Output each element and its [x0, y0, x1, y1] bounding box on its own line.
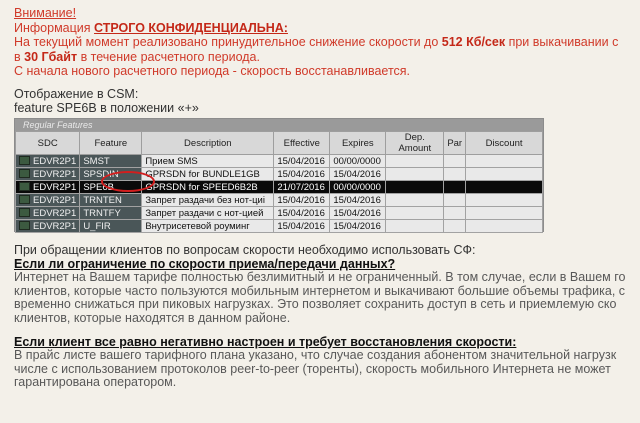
faq-answer-1-line: клиентов, которые находятся в данном районе.	[14, 310, 291, 325]
cell-par	[444, 194, 466, 207]
faq-answer-1-line: клиентов, которые часто пользуются мобильным интернетом и выкачивают большие объемы трафика, с	[14, 283, 626, 298]
cell-effective: 15/04/2016	[274, 220, 330, 233]
speed-limit-value: 512 Кб/сек	[441, 35, 506, 49]
csm-section	[14, 87, 199, 115]
faq-section	[14, 244, 638, 390]
cell-discount	[466, 194, 543, 207]
faq-question-2: Если клиент все равно негативно настроен и требует восстановления скорости:	[14, 334, 517, 349]
cell-discount	[466, 207, 543, 220]
cell-description: Запрет раздачи с нот-цией	[142, 207, 274, 220]
col-header-effective[interactable]: Effective	[274, 132, 330, 155]
faq-question-1: Если ли ограничение по скорости приема/передачи данных?	[14, 256, 396, 271]
cell-sdc: EDVR2P1	[16, 181, 80, 194]
cell-discount	[466, 181, 543, 194]
cell-effective: 15/04/2016	[274, 155, 330, 168]
warning-volume-line: в 30 Гбайт в течение расчетного периода.	[14, 49, 260, 64]
cell-par	[444, 168, 466, 181]
volume-limit-value: 30 Гбайт	[24, 49, 78, 64]
row-icon	[19, 169, 30, 178]
row-icon	[19, 182, 30, 191]
csm-title: Отображение в CSM:	[14, 87, 139, 101]
cell-feature: SPSDIN	[80, 168, 142, 181]
warning-restore-line: С начала нового расчетного периода - скорость восстанавливается.	[14, 64, 411, 78]
row-icon	[19, 221, 30, 230]
grid-title: Regular Features	[15, 119, 543, 131]
csm-feature-line: feature SPE6B в положении «+»	[14, 101, 199, 115]
cell-sdc: EDVR2P1	[16, 155, 80, 168]
cell-expires: 00/00/0000	[330, 155, 386, 168]
cell-dep-amount	[386, 181, 444, 194]
cell-effective: 15/04/2016	[274, 194, 330, 207]
table-row[interactable]	[16, 207, 543, 220]
row-icon	[19, 208, 30, 217]
warning-confidential-line: Информация СТРОГО КОНФИДЕНЦИАЛЬНА:	[14, 20, 288, 35]
cell-par	[444, 155, 466, 168]
col-header-expires[interactable]: Expires	[330, 132, 386, 155]
row-icon	[19, 195, 30, 204]
cell-effective: 15/04/2016	[274, 207, 330, 220]
confidential-warning	[14, 6, 634, 79]
faq-intro: При обращении клиентов по вопросам скорости необходимо использовать СФ:	[14, 243, 476, 257]
cell-expires: 15/04/2016	[330, 168, 386, 181]
cell-sdc: EDVR2P1	[16, 220, 80, 233]
cell-feature: TRNTFY	[80, 207, 142, 220]
cell-dep-amount	[386, 168, 444, 181]
cell-sdc: EDVR2P1	[16, 194, 80, 207]
cell-description: Внутрисетевой роуминг	[142, 220, 274, 233]
warning-speed-line: На текущий момент реализовано принудительное снижение скорости до 512 Кб/сек при выкачивании с	[14, 35, 619, 49]
faq-answer-1-line: временно снижаться при пиковых нагрузках. Это позволяет сохранить доступ в сеть и приемлемую ско	[14, 297, 617, 312]
cell-par	[444, 220, 466, 233]
cell-description: Прием SMS	[142, 155, 274, 168]
col-header-par[interactable]: Par	[444, 132, 466, 155]
cell-feature: U_FIR	[80, 220, 142, 233]
faq-answer-2-line: гарантирована оператором.	[14, 375, 177, 390]
cell-expires: 15/04/2016	[330, 194, 386, 207]
table-row[interactable]	[16, 194, 543, 207]
cell-discount	[466, 155, 543, 168]
cell-par	[444, 207, 466, 220]
cell-description: GPRSDN for SPEED6B2B	[142, 181, 274, 194]
cell-expires: 15/04/2016	[330, 207, 386, 220]
cell-description: Запрет раздачи без нот-циі	[142, 194, 274, 207]
features-grid-panel	[14, 118, 544, 232]
cell-par	[444, 181, 466, 194]
table-row[interactable]	[16, 220, 543, 233]
cell-discount	[466, 168, 543, 181]
table-header-row	[16, 132, 543, 155]
cell-discount	[466, 220, 543, 233]
col-header-sdc[interactable]: SDC	[16, 132, 80, 155]
cell-expires: 00/00/0000	[330, 181, 386, 194]
col-header-description[interactable]: Description	[142, 132, 274, 155]
cell-feature: SMST	[80, 155, 142, 168]
faq-answer-1-line: Интернет на Вашем тарифе полностью безлимитный и не ограниченный. В том случае, если в Вашем го	[14, 270, 626, 285]
cell-dep-amount	[386, 155, 444, 168]
cell-description: GPRSDN for BUNDLE1GB	[142, 168, 274, 181]
row-icon	[19, 156, 30, 165]
col-header-feature[interactable]: Feature	[80, 132, 142, 155]
cell-effective: 15/04/2016	[274, 168, 330, 181]
cell-dep-amount	[386, 220, 444, 233]
col-header-dep-amount[interactable]: Dep. Amount	[386, 132, 444, 155]
warning-heading: Внимание!	[14, 6, 77, 20]
faq-answer-2-line: В прайс листе вашего тарифного плана указано, что случае создания абонентом значительной нагрузк	[14, 348, 617, 363]
cell-expires: 15/04/2016	[330, 220, 386, 233]
cell-dep-amount	[386, 194, 444, 207]
col-header-discount[interactable]: Discount	[466, 132, 543, 155]
cell-sdc: EDVR2P1	[16, 168, 80, 181]
table-row-selected[interactable]	[16, 181, 543, 194]
cell-dep-amount	[386, 207, 444, 220]
faq-answer-2-line: числе с использованием протоколов peer-to-peer (торенты), скорость мобильного Интернета не может	[14, 361, 611, 376]
table-row[interactable]	[16, 168, 543, 181]
cell-feature: TRNTEN	[80, 194, 142, 207]
cell-sdc: EDVR2P1	[16, 207, 80, 220]
features-table	[15, 131, 543, 233]
table-row[interactable]	[16, 155, 543, 168]
cell-effective: 21/07/2016	[274, 181, 330, 194]
cell-feature: SPE6B	[80, 181, 142, 194]
